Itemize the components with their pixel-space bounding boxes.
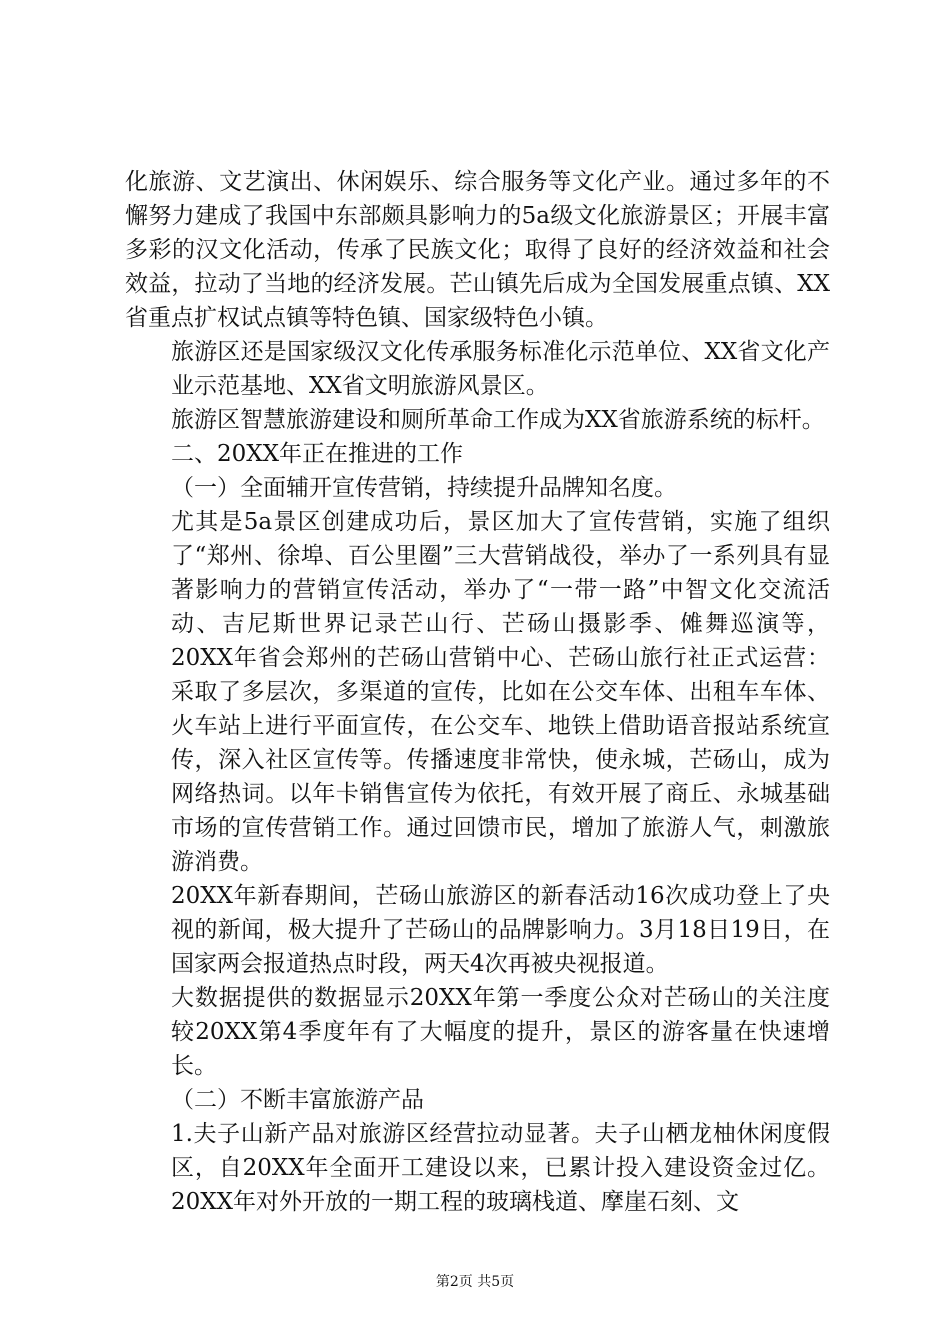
paragraph-cctv: 20XX年新春期间，芒砀山旅游区的新春活动16次成功登上了央视的新闻，极大提升了芒砀山的品牌影响力。3月18日19日，在国家两会报道热点时段，两天4次再被央视报道。 xyxy=(171,883,830,977)
paragraph-1: 化旅游、文艺演出、休闲娱乐、综合服务等文化产业。通过多年的不懈努力建成了我国中东部颇具影响力的5a级文化旅游景区；开展丰富多彩的汉文化活动，传承了民族文化；取得了良好的经济效益和社会效益，拉动了当地的经济发展。芒山镇先后成为全国发展重点镇、XX省重点扩权试点镇等特色镇、国家级特色小镇。 xyxy=(125,169,830,331)
subsection-heading-2: （二）不断丰富旅游产品 xyxy=(171,1087,424,1113)
subsection-heading-1: （一）全面辅开宣传营销，持续提升品牌知名度。 xyxy=(171,475,677,501)
paragraph-3: 旅游区智慧旅游建设和厕所革命工作成为XX省旅游系统的标杆。 xyxy=(171,407,825,433)
page-number-footer: 第2页 共5页 xyxy=(435,1274,515,1290)
section-heading-2: 二、20XX年正在推进的工作 xyxy=(171,441,464,467)
paragraph-big-data: 大数据提供的数据显示20XX年第一季度公众对芒砀山的关注度较20XX第4季度年有了大幅度的提升，景区的游客量在快速增长。 xyxy=(171,985,830,1079)
paragraph-marketing: 尤其是5a景区创建成功后，景区加大了宣传营销，实施了组织了“郑州、徐埠、百公里圈”三大营销战役，举办了一系列具有显著影响力的营销宣传活动，举办了“一带一路”中智文化交流活动、吉尼斯世界记录芒山行、芒砀山摄影季、傩舞巡演等，20XX年省会郑州的芒砀山营销中心、芒砀山旅行社正式运营：采取了多层次，多渠道的宣传，比如在公交车体、出租车车体、火车站上进行平面宣传，在公交车、地铁上借助语音报站系统宣传，深入社区宣传等。传播速度非常快，使永城，芒砀山，成为网络热词。以年卡销售宣传为依托，有效开展了商丘、永城基础市场的宣传营销工作。通过回馈市民，增加了旅游人气，刺激旅游消费。 xyxy=(171,509,830,875)
document-body xyxy=(125,165,830,1219)
paragraph-fuzi-mountain: 1.夫子山新产品对旅游区经营拉动显著。夫子山栖龙柚休闲度假区，自20XX年全面开工建设以来，已累计投入建设资金过亿。20XX年对外开放的一期工程的玻璃栈道、摩崖石刻、文 xyxy=(171,1121,830,1215)
paragraph-2: 旅游区还是国家级汉文化传承服务标准化示范单位、XX省文化产业示范基地、XX省文明旅游风景区。 xyxy=(171,339,830,399)
